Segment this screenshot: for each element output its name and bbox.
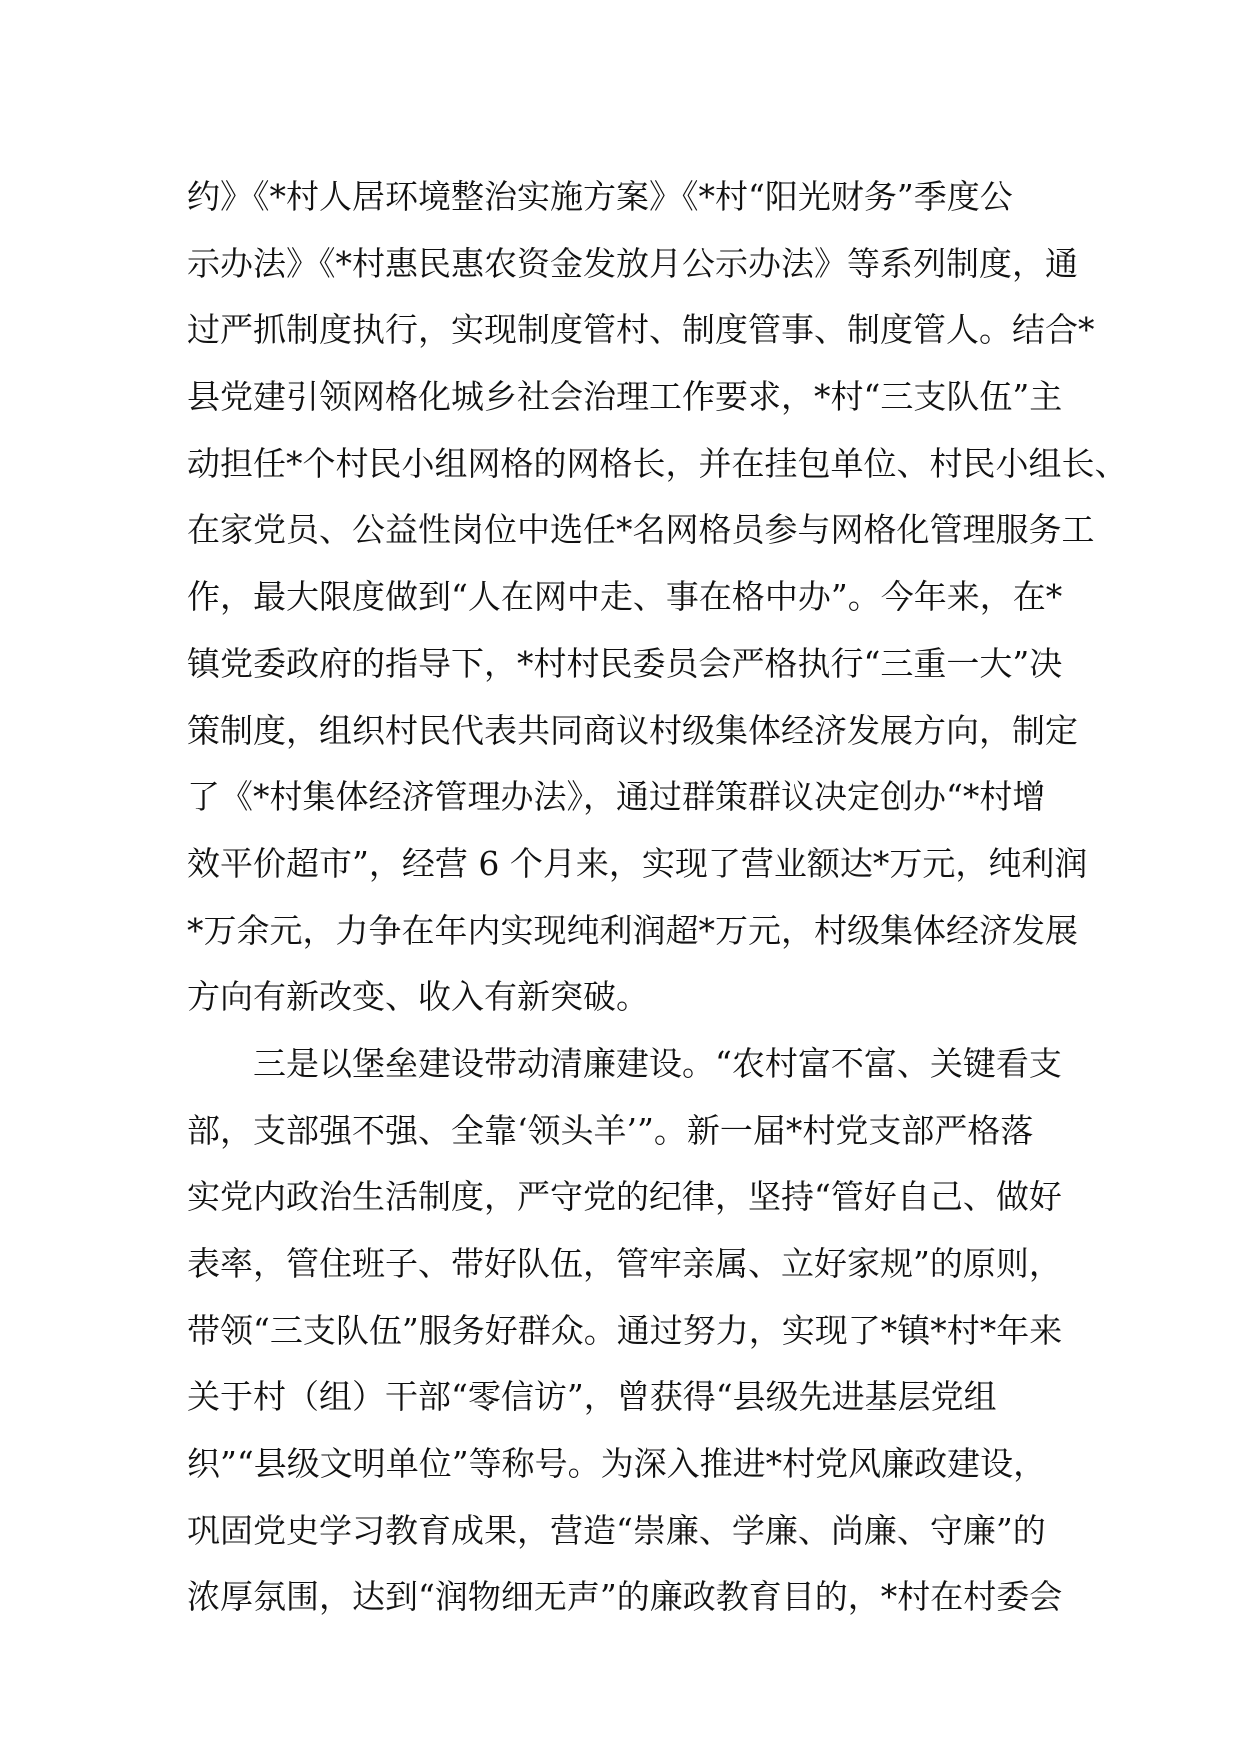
text-line: 浓厚氛围，达到“润物细无声”的廉政教育目的，*村在村委会 — [187, 1577, 1063, 1617]
paragraph-1 — [187, 164, 1128, 1031]
text-line: 实党内政治生活制度，严守党的纪律，坚持“管好自己、做好 — [187, 1177, 1062, 1217]
text-line: 方向有新改变、收入有新突破。 — [187, 977, 649, 1017]
paragraph-2 — [187, 1031, 1067, 1631]
text-line: 示办法》《*村惠民惠农资金发放月公示办法》等系列制度，通 — [187, 243, 1078, 283]
text-line: 关于村（组）干部“零信访”，曾获得“县级先进基层党组 — [187, 1377, 997, 1417]
document-body — [187, 164, 1128, 1631]
text-line: 带领“三支队伍”服务好群众。通过努力，实现了*镇*村*年来 — [187, 1310, 1063, 1350]
text-line: 织”“县级文明单位”等称号。为深入推进*村党风廉政建设， — [187, 1444, 1047, 1484]
text-line: 县党建引领网格化城乡社会治理工作要求，*村“三支队伍”主 — [187, 377, 1063, 417]
text-line: 动担任*个村民小组网格的网格长，并在挂包单位、村民小组长、 — [187, 443, 1128, 483]
text-line: 部，支部强不强、全靠‘领头羊’”。新一届*村党支部严格落 — [187, 1110, 1034, 1150]
text-line: 效平价超市”，经营 6 个月来，实现了营业额达*万元，纯利润 — [187, 843, 1088, 883]
text-line: 三是以堡垒建设带动清廉建设。“农村富不富、关键看支 — [253, 1043, 1062, 1083]
text-line: 约》《*村人居环境整治实施方案》《*村“阳光财务”季度公 — [187, 177, 1013, 216]
text-line: 过严抓制度执行，实现制度管村、制度管事、制度管人。结合* — [187, 310, 1095, 350]
text-line: 镇党委政府的指导下，*村村民委员会严格执行“三重一大”决 — [187, 643, 1063, 683]
text-line: 在家党员、公益性岗位中选任*名网格员参与网格化管理服务工 — [187, 510, 1095, 550]
text-line: 了《*村集体经济管理办法》，通过群策群议决定创办“*村增 — [187, 777, 1046, 817]
text-line: 策制度，组织村民代表共同商议村级集体经济发展方向，制定 — [187, 710, 1078, 750]
text-line: 表率，管住班子、带好队伍，管牢亲属、立好家规”的原则， — [187, 1244, 1062, 1283]
text-line: 作，最大限度做到“人在网中走、事在格中办”。今年来，在* — [187, 577, 1063, 617]
text-line: *万余元，力争在年内实现纯利润超*万元，村级集体经济发展 — [187, 910, 1078, 950]
text-line: 巩固党史学习教育成果，营造“崇廉、学廉、尚廉、守廉”的 — [187, 1510, 1046, 1550]
